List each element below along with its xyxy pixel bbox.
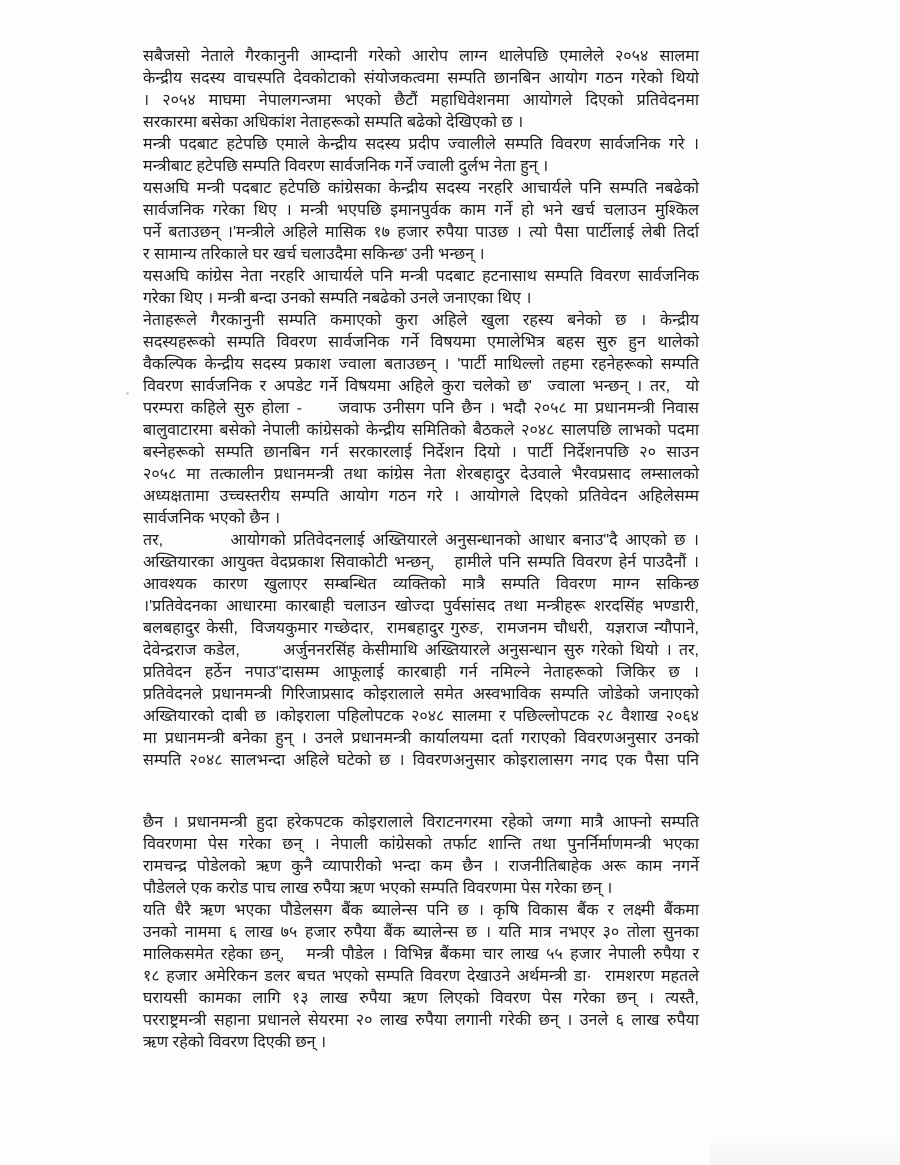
text-line: यति धैरै ऋण भएका पौडेलसग बैंक ब्यालेन्स पनि छ । कृषि विकास बैंक र लक्ष्मी बैंकमा — [143, 902, 699, 919]
text-line: अख्तियारको दाबी छ ।कोइराला पहिलोपटक २०४८ सालमा र पछिल्लोपटक २८ वैशाख २०६४ — [143, 708, 699, 725]
text-line: ।'प्रतिवेदनका आधारमा कारबाही चलाउन खोज्दा पुर्वसांसद तथा मन्त्रीहरू शरदसिंह भण्डारी, — [143, 598, 699, 615]
text-line: मन्त्रीबाट हटेपछि सम्पति विवरण सार्वजनिक गर्ने ज्वाली दुर्लभ नेता हुन् । — [143, 158, 549, 175]
text-line: परराष्ट्रमन्त्री सहाना प्रधानले सेयरमा २० लाख रुपैया लगानी गरेकी छन् । उनले ६ लाख रुपैया — [143, 1012, 699, 1029]
text-line: वैकल्पिक केन्द्रीय सदस्य प्रकाश ज्वाला बताउछन् । 'पार्टी माथिल्लो तहमा रहनेहरूको सम्पति — [143, 356, 699, 373]
text-line: गरेका थिए । मन्त्री बन्दा उनको सम्पति नबढेको उनले जनाएका थिए । — [143, 290, 532, 307]
text-line: मा प्रधानमन्त्री बनेका हुन् । उनले प्रधानमन्त्री कार्यालयमा दर्ता गराएको विवरणअनुसार उनको — [143, 730, 699, 747]
text-line: यसअघि मन्त्री पदबाट हटेपछि कांग्रेसका केन्द्रीय सदस्य नरहरि आचार्यले पनि सम्पति नबढेको — [143, 180, 699, 197]
text-line: केन्द्रीय सदस्य वाचस्पति देवकोटाको संयोजकत्वमा सम्पति छानबिन आयोग गठन गरेको थियो — [143, 70, 699, 87]
text-line: बस्नेहरूको सम्पति छानबिन गर्न सरकारलाई निर्देशन दियो । पार्टी निर्देशनपछि २० साउन — [143, 444, 699, 461]
text-line: बलबहादुर केसी, विजयकुमार गच्छेदार, रामबहादुर गुरुङ, रामजनम चौधरी, यज्ञराज न्यौपाने, — [143, 620, 699, 637]
text-line: सम्पति २०४८ सालभन्दा अहिले घटेको छ । विवरणअनुसार कोइरालासग नगद एक पैसा पनि — [143, 752, 699, 769]
text-line: छैन । प्रधानमन्त्री हुदा हरेकपटक कोइरालाले विराटनगरमा रहेको जग्गा मात्रै आफ्नो सम्पति — [143, 814, 699, 831]
text-line: मन्त्री पदबाट हटेपछि एमाले केन्द्रीय सदस्य प्रदीप ज्वालीले सम्पति विवरण सार्वजनिक गरे । — [143, 136, 699, 153]
text-line: तर, आयोगको प्रतिवेदनलाई अख्तियारले अनुसन्धानको आधार बनाउ"दै आएको छ । — [143, 532, 699, 549]
text-line: अध्यक्षतामा उच्चस्तरीय सम्पति आयोग गठन गरे । आयोगले दिएको प्रतिवेदन अहिलेसम्म — [143, 488, 699, 505]
text-line: पौडेलले एक करोड पाच लाख रुपैया ऋण भएको सम्पति विवरणमा पेस गरेका छन् । — [143, 880, 613, 897]
text-line: घरायसी कामका लागि १३ लाख रुपैया ऋण लिएको विवरण पेस गरेका छन् । त्यस्तै, — [143, 990, 699, 1007]
text-line: विवरणमा पेस गरेका छन् । नेपाली कांग्रेसको तर्फाट शान्ति तथा पुनर्निर्माणमन्त्री भएका — [143, 836, 699, 853]
text-line: । २०५४ माघमा नेपालगन्जमा भएको छैटौं महाधिवेशनमा आयोगले दिएको प्रतिवेदनमा — [143, 92, 699, 109]
text-line: २०५८ मा तत्कालीन प्रधानमन्त्री तथा कांग्रेस नेता शेरबहादुर देउवाले भैरवप्रसाद लम्सालको — [143, 466, 699, 483]
text-line: रामचन्द्र पोडेलको ऋण कुनै व्यापारीको भन्दा कम छैन । राजनीतिबाहेक अरू काम नगर्ने — [143, 858, 699, 875]
text-line: उनको नाममा ६ लाख ७५ हजार रुपैया बैंक ब्यालेन्स छ । यति मात्र नभएर ३० तोला सुनका — [143, 924, 699, 941]
text-line: १८ हजार अमेरिकन डलर बचत भएको सम्पति विवरण देखाउने अर्थमन्त्री डा· रामशरण महतले — [143, 968, 699, 985]
text-line: बालुवाटारमा बसेको नेपाली कांग्रेसको केन्द्रीय समितिको बैठकले २०४८ सालपछि लाभको पदमा — [143, 422, 699, 439]
text-line: यसअघि कांग्रेस नेता नरहरि आचार्यले पनि मन्त्री पदबाट हटनासाथ सम्पति विवरण सार्वजनिक — [143, 268, 699, 285]
text-line: विवरण सार्वजनिक र अपडेट गर्ने विषयमा अहिले कुरा चलेको छ' ज्वाला भन्छन् । तर, यो — [143, 378, 699, 395]
scan-artifact — [710, 1137, 900, 1165]
text-line: सार्वजनिक भएको छैन । — [143, 510, 281, 527]
text-line: अख्तियारका आयुक्त वेदप्रकाश सिवाकोटी भन्छन्, हामीले पनि सम्पति विवरण हेर्न पाउदैनौं । — [143, 554, 699, 571]
text-line: देवेन्द्रराज कडेल, अर्जुननरसिंह केसीमाथि अख्तियारले अनुसन्धान सुरु गरेको थियो । तर, — [143, 642, 699, 659]
text-line: सार्वजनिक गरेका थिए । मन्त्री भएपछि इमानपुर्वक काम गर्ने हो भने खर्च चलाउन मुश्किल — [143, 202, 699, 219]
text-line: नेताहरूले गैरकानुनी सम्पति कमाएको कुरा अहिले खुला रहस्य बनेको छ । केन्द्रीय — [143, 312, 699, 329]
text-line: सबैजसो नेताले गैरकानुनी आम्दानी गरेको आरोप लाग्न थालेपछि एमालेले २०५४ सालमा — [143, 48, 699, 65]
text-line: सदस्यहरूको सम्पति विवरण सार्वजनिक गर्ने विषयमा एमालेभित्र बहस सुरु हुन थालेको — [143, 334, 699, 351]
text-line: पर्ने बताउछन् ।'मन्त्रीले अहिले मासिक १७ हजार रुपैया पाउछ । त्यो पैसा पार्टीलाई लेबी तिर्दा — [143, 224, 699, 241]
text-line: प्रतिवेदनले प्रधानमन्त्री गिरिजाप्रसाद कोइरालाले समेत अस्वभाविक सम्पति जोडेको जनाएको — [143, 686, 699, 703]
scan-artifact — [126, 392, 129, 395]
text-line: ऋण रहेको विवरण दिएकी छन् । — [143, 1034, 327, 1051]
text-line: प्रतिवेदन हर्ठेन नपाउ"दासम्म आफूलाई कारबाही गर्न नमिल्ने नेताहरूको जिकिर छ । — [143, 664, 699, 681]
text-line: सरकारमा बसेका अधिकांश नेताहरूको सम्पति बढेको देखिएको छ । — [143, 114, 524, 131]
paragraph-block-2 — [143, 812, 699, 1054]
text-line: आवश्यक कारण खुलाएर सम्बन्धित व्यक्तिको मात्रै सम्पति विवरण माग्न सकिन्छ — [143, 576, 699, 593]
text-line: र सामान्य तरिकाले घर खर्च चलाउदैमा सकिन्छ' उनी भन्छन् । — [143, 246, 485, 263]
text-line: मालिकसमेत रहेका छन्, मन्त्री पौडेल । विभिन्न बैंकमा चार लाख ५५ हजार नेपाली रुपैया र — [143, 946, 699, 963]
paragraph-block-1 — [143, 46, 699, 772]
text-line: परम्परा कहिले सुरु होला - जवाफ उनीसग पनि छैन । भदौ २०५८ मा प्रधानमन्त्री निवास — [143, 400, 699, 417]
